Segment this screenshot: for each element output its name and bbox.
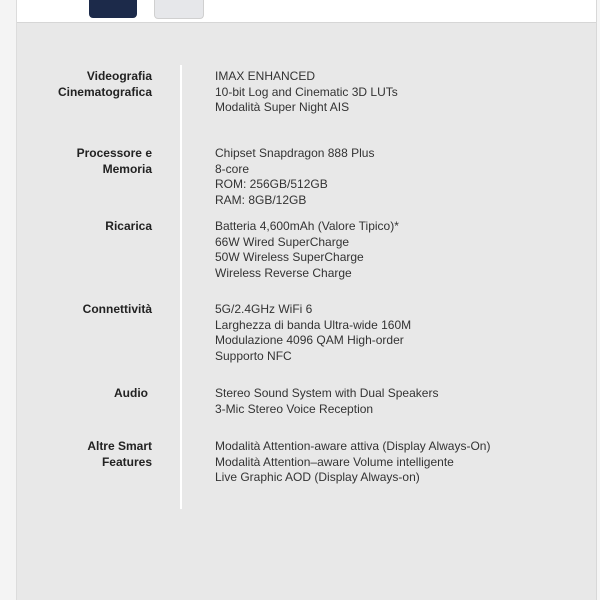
spec-value: Chipset Snapdragon 888 Plus bbox=[215, 146, 375, 160]
spec-value: 5G/2.4GHz WiFi 6 bbox=[215, 302, 313, 316]
spec-label: Altre Smart Features bbox=[87, 439, 152, 469]
spec-value: Live Graphic AOD (Display Always-on) bbox=[215, 470, 420, 484]
spec-value: Larghezza di banda Ultra-wide 160M bbox=[215, 317, 412, 332]
spec-values bbox=[215, 146, 374, 208]
spec-value: Modulazione 4096 QAM High-order bbox=[215, 333, 404, 347]
color-option-silver-thumbnail[interactable] bbox=[154, 0, 204, 19]
spec-value: Modalità Attention-aware attiva (Display Always-On) bbox=[215, 439, 491, 453]
spec-value: 66W Wired SuperCharge bbox=[215, 234, 350, 249]
spec-value: Stereo Sound System with Dual Speakers bbox=[215, 386, 439, 400]
left-margin bbox=[0, 0, 17, 600]
spec-value: 50W Wireless SuperCharge bbox=[215, 250, 364, 264]
spec-label: Audio bbox=[114, 386, 148, 400]
spec-value: IMAX ENHANCED bbox=[215, 69, 316, 83]
spec-value: 8-core bbox=[215, 161, 250, 176]
color-option-blue-thumbnail[interactable] bbox=[89, 0, 137, 18]
spec-value: Wireless Reverse Charge bbox=[215, 265, 352, 280]
spec-value: RAM: 8GB/12GB bbox=[215, 192, 307, 207]
spec-values bbox=[215, 439, 490, 486]
spec-value: Modalità Super Night AIS bbox=[215, 100, 350, 114]
spec-values bbox=[215, 386, 438, 417]
spec-label: Videografia Cinematografica bbox=[57, 69, 152, 99]
spec-value: Supporto NFC bbox=[215, 348, 292, 363]
spec-label: Ricarica bbox=[105, 219, 152, 233]
spec-value: ROM: 256GB/512GB bbox=[215, 177, 328, 191]
column-divider bbox=[180, 65, 182, 509]
spec-values bbox=[215, 69, 398, 116]
spec-values bbox=[215, 302, 411, 364]
spec-values bbox=[215, 219, 399, 281]
right-scroll-edge bbox=[596, 0, 600, 600]
spec-label: Connettività bbox=[82, 302, 152, 316]
spec-value: Batteria 4,600mAh (Valore Tipico)* bbox=[215, 219, 399, 233]
spec-value: 3-Mic Stereo Voice Reception bbox=[215, 401, 374, 416]
spec-sheet bbox=[17, 23, 596, 600]
spec-value: 10-bit Log and Cinematic 3D LUTs bbox=[215, 84, 398, 99]
product-color-strip bbox=[17, 0, 596, 23]
spec-label: Processore e Memoria bbox=[76, 146, 152, 176]
spec-value: Modalità Attention–aware Volume intelligente bbox=[215, 454, 454, 469]
